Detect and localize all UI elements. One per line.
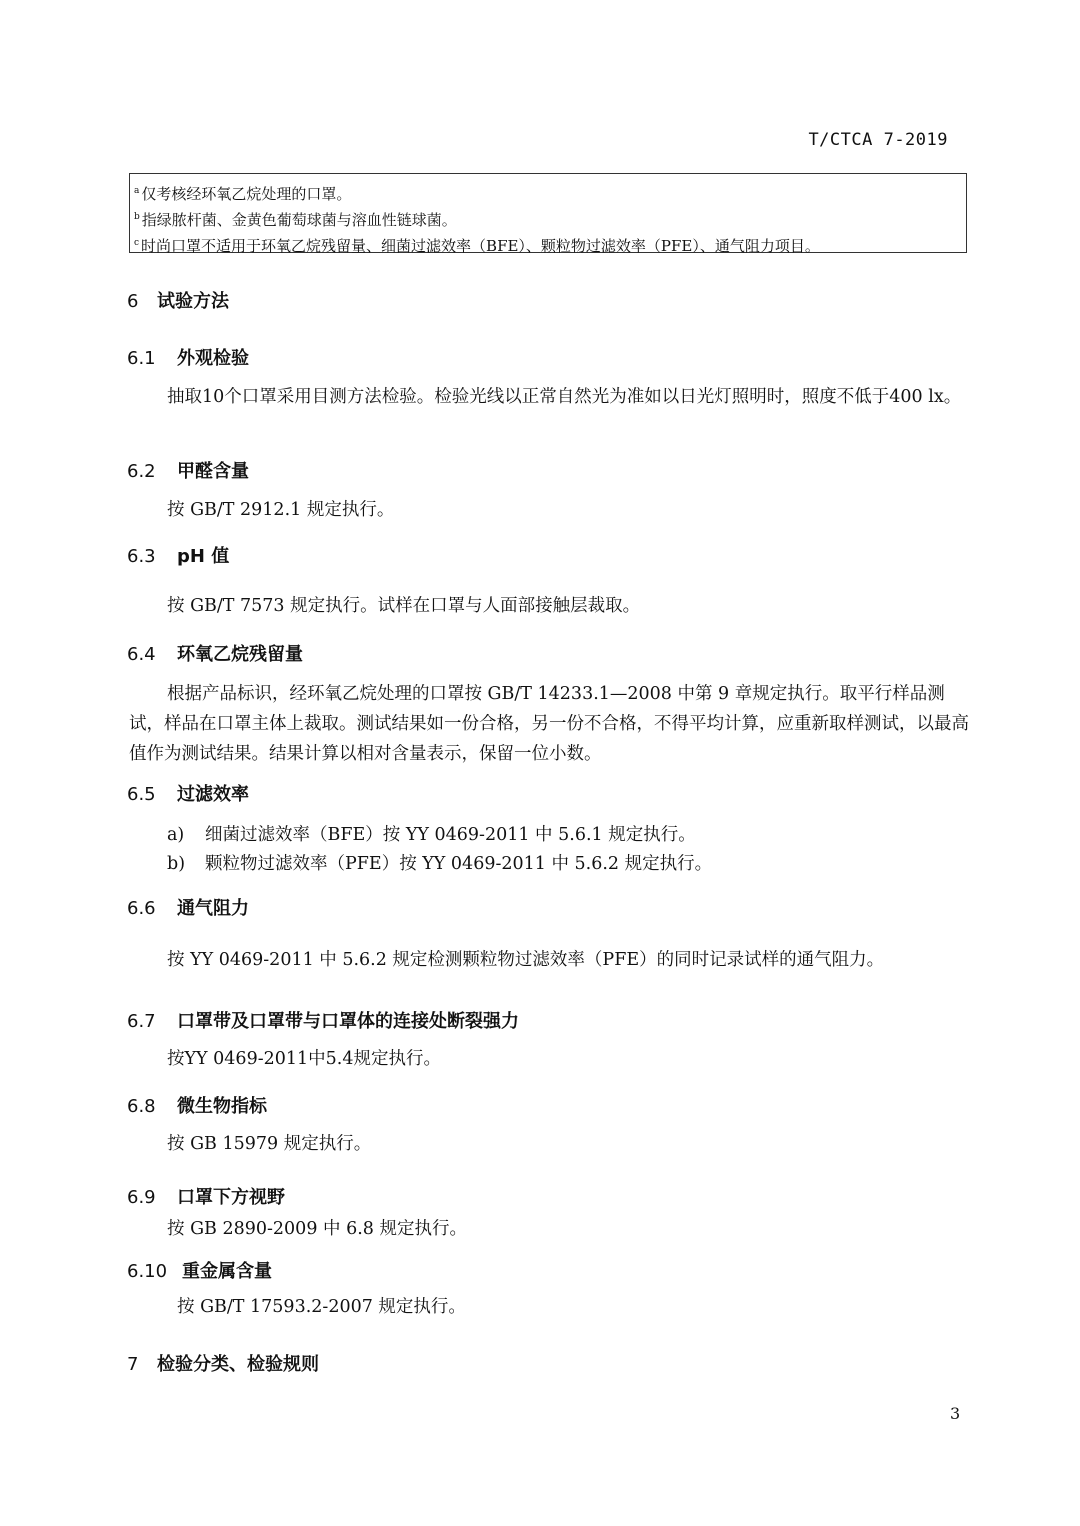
list-marker: a) xyxy=(167,825,185,845)
list-marker: b) xyxy=(167,854,186,874)
section-title: 过滤效率 xyxy=(177,784,249,805)
table-notes xyxy=(129,173,967,253)
section-title: 试验方法 xyxy=(157,291,229,312)
section-6-4-heading xyxy=(127,640,303,666)
note-c xyxy=(134,230,966,256)
section-7-heading xyxy=(127,1350,319,1376)
section-number: 7 xyxy=(127,1354,139,1375)
section-number: 6.7 xyxy=(127,1011,156,1032)
section-number: 6.5 xyxy=(127,784,156,805)
section-6-5-heading xyxy=(127,780,249,806)
section-6-9-text: 按 GB 2890-2009 中 6.8 规定执行。 xyxy=(167,1219,467,1239)
section-number: 6.6 xyxy=(127,898,156,919)
section-number: 6.9 xyxy=(127,1187,156,1208)
section-number: 6.2 xyxy=(127,461,156,482)
note-mark: b xyxy=(134,212,140,222)
section-title: 重金属含量 xyxy=(182,1261,272,1282)
section-title: 微生物指标 xyxy=(177,1096,267,1117)
section-number: 6.8 xyxy=(127,1096,156,1117)
section-title: 环氧乙烷残留量 xyxy=(177,644,303,665)
section-6-8-heading xyxy=(127,1092,267,1118)
list-item xyxy=(167,821,696,846)
list-text: 细菌过滤效率（BFE）按 YY 0469-2011 中 5.6.1 规定执行。 xyxy=(205,825,696,845)
section-6-10-text: 按 GB/T 17593.2-2007 规定执行。 xyxy=(177,1297,466,1317)
section-title: 甲醛含量 xyxy=(177,461,249,482)
section-number: 6.1 xyxy=(127,348,156,369)
note-text: 仅考核经环氧乙烷处理的口罩。 xyxy=(141,185,352,203)
document-code: T/CTCA 7-2019 xyxy=(808,130,948,150)
section-6-7-text: 按YY 0469-2011中5.4规定执行。 xyxy=(167,1049,441,1069)
section-6-heading xyxy=(127,287,229,313)
section-number: 6 xyxy=(127,291,139,312)
section-title: 检验分类、检验规则 xyxy=(157,1354,319,1375)
section-6-3-text: 按 GB/T 7573 规定执行。试样在口罩与人面部接触层裁取。 xyxy=(167,596,641,616)
section-title: 口罩带及口罩带与口罩体的连接处断裂强力 xyxy=(177,1011,519,1032)
section-6-4-text: 根据产品标识，经环氧乙烷处理的口罩按 GB/T 14233.1—2008 中第 9 章规定执行。取平行样品测试，样品在口罩主体上裁取。测试结果如一份合格，另一份不合格，不得平均计算，应重新取样测试，以最高值作为测试结果。结果计算以相对含量表示，保留一位小数。 xyxy=(129,684,969,764)
section-number: 6.4 xyxy=(127,644,156,665)
section-title: 口罩下方视野 xyxy=(177,1187,285,1208)
section-6-1-heading xyxy=(127,344,249,370)
section-6-10-heading xyxy=(127,1257,272,1283)
note-mark: a xyxy=(134,186,140,196)
section-6-2-text: 按 GB/T 2912.1 规定执行。 xyxy=(167,500,395,520)
section-6-9-heading xyxy=(127,1183,285,1209)
page-number: 3 xyxy=(950,1404,961,1423)
section-6-1-text: 抽取10个口罩采用目测方法检验。检验光线以正常自然光为准如以日光灯照明时，照度不低于400 lx。 xyxy=(167,387,962,407)
list-text: 颗粒物过滤效率（PFE）按 YY 0469-2011 中 5.6.2 规定执行。 xyxy=(205,854,713,874)
section-6-3-heading xyxy=(127,542,229,568)
note-text: 指绿脓杆菌、金黄色葡萄球菌与溶血性链球菌。 xyxy=(141,211,457,229)
section-6-6-heading xyxy=(127,894,249,920)
section-number: 6.10 xyxy=(127,1261,168,1282)
note-text: 时尚口罩不适用于环氧乙烷残留量、细菌过滤效率（BFE）、颗粒物过滤效率（PFE）、通气阻力项目。 xyxy=(141,237,820,255)
note-a xyxy=(134,178,966,204)
section-6-2-heading xyxy=(127,457,249,483)
section-title: pH 值 xyxy=(177,546,230,567)
list-item xyxy=(167,850,712,875)
section-title: 外观检验 xyxy=(177,348,249,369)
section-number: 6.3 xyxy=(127,546,156,567)
section-6-8-text: 按 GB 15979 规定执行。 xyxy=(167,1134,372,1154)
section-6-7-heading xyxy=(127,1007,519,1033)
note-mark: c xyxy=(134,238,140,248)
note-b xyxy=(134,204,966,230)
section-6-6-text: 按 YY 0469-2011 中 5.6.2 规定检测颗粒物过滤效率（PFE）的同时记录试样的通气阻力。 xyxy=(167,950,885,970)
section-title: 通气阻力 xyxy=(177,898,249,919)
